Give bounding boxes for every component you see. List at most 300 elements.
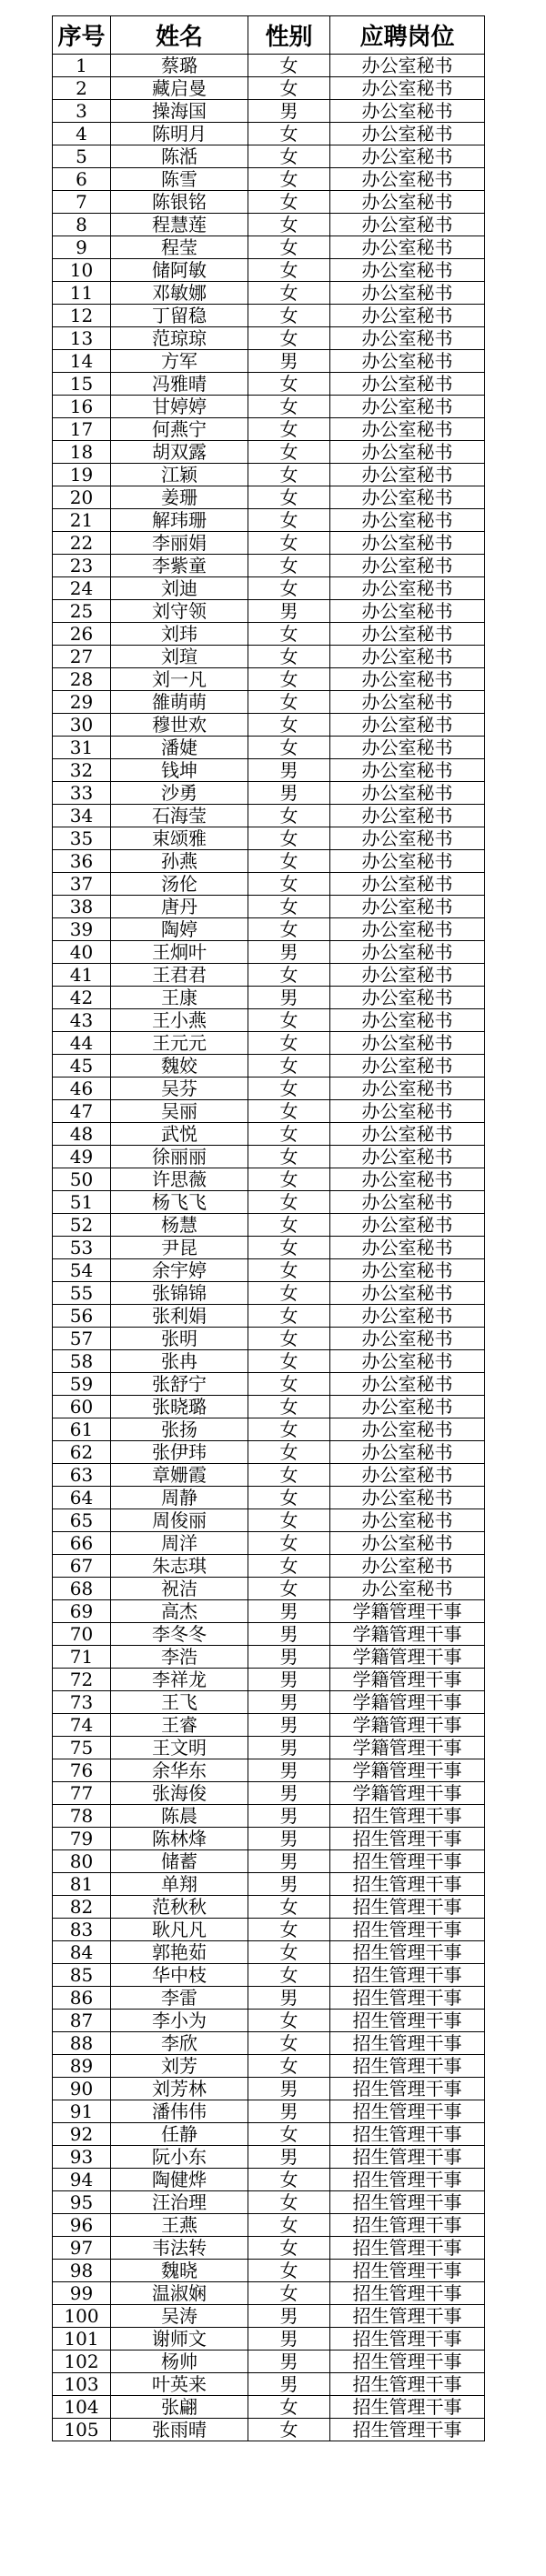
table-row bbox=[53, 782, 485, 805]
cell-number: 26 bbox=[53, 623, 111, 646]
cell-position: 招生管理干事 bbox=[330, 2260, 485, 2282]
cell-number: 71 bbox=[53, 1646, 111, 1669]
cell-gender: 女 bbox=[248, 805, 330, 827]
cell-number: 86 bbox=[53, 1987, 111, 2010]
cell-name: 吴丽 bbox=[111, 1100, 248, 1123]
cell-name: 吴芬 bbox=[111, 1078, 248, 1100]
cell-number: 81 bbox=[53, 1873, 111, 1896]
table-row bbox=[53, 555, 485, 577]
cell-position: 办公室秘书 bbox=[330, 646, 485, 668]
cell-number: 2 bbox=[53, 77, 111, 100]
cell-position: 办公室秘书 bbox=[330, 191, 485, 214]
cell-number: 93 bbox=[53, 2146, 111, 2169]
cell-position: 办公室秘书 bbox=[330, 1259, 485, 1282]
table-row bbox=[53, 259, 485, 282]
cell-position: 办公室秘书 bbox=[330, 1100, 485, 1123]
cell-gender: 女 bbox=[248, 555, 330, 577]
cell-number: 89 bbox=[53, 2055, 111, 2078]
cell-number: 62 bbox=[53, 1441, 111, 1464]
cell-number: 56 bbox=[53, 1305, 111, 1328]
cell-number: 46 bbox=[53, 1078, 111, 1100]
cell-gender: 男 bbox=[248, 1714, 330, 1737]
table-row bbox=[53, 77, 485, 100]
cell-name: 陈雪 bbox=[111, 168, 248, 191]
cell-number: 105 bbox=[53, 2419, 111, 2441]
table-row bbox=[53, 486, 485, 509]
table-row bbox=[53, 1759, 485, 1782]
table-row bbox=[53, 2305, 485, 2328]
cell-number: 51 bbox=[53, 1191, 111, 1214]
cell-position: 办公室秘书 bbox=[330, 1191, 485, 1214]
cell-number: 4 bbox=[53, 123, 111, 145]
table-row bbox=[53, 1396, 485, 1418]
table-row bbox=[53, 1009, 485, 1032]
cell-name: 郭艳茹 bbox=[111, 1941, 248, 1964]
cell-gender: 女 bbox=[248, 1237, 330, 1259]
cell-name: 王小燕 bbox=[111, 1009, 248, 1032]
table-row bbox=[53, 1373, 485, 1396]
cell-number: 68 bbox=[53, 1578, 111, 1600]
cell-position: 办公室秘书 bbox=[330, 577, 485, 600]
cell-position: 办公室秘书 bbox=[330, 759, 485, 782]
table-row bbox=[53, 55, 485, 77]
table-row bbox=[53, 941, 485, 964]
cell-gender: 男 bbox=[248, 1782, 330, 1805]
cell-gender: 女 bbox=[248, 691, 330, 714]
cell-position: 办公室秘书 bbox=[330, 737, 485, 759]
table-row bbox=[53, 350, 485, 373]
header-gender: 性别 bbox=[248, 16, 330, 55]
cell-position: 办公室秘书 bbox=[330, 600, 485, 623]
cell-gender: 男 bbox=[248, 1691, 330, 1714]
cell-position: 办公室秘书 bbox=[330, 259, 485, 282]
cell-number: 58 bbox=[53, 1350, 111, 1373]
cell-gender: 女 bbox=[248, 850, 330, 873]
cell-number: 32 bbox=[53, 759, 111, 782]
cell-number: 15 bbox=[53, 373, 111, 396]
table-row bbox=[53, 737, 485, 759]
cell-gender: 男 bbox=[248, 1828, 330, 1850]
cell-number: 66 bbox=[53, 1532, 111, 1555]
cell-name: 甘婷婷 bbox=[111, 396, 248, 418]
cell-number: 9 bbox=[53, 236, 111, 259]
table-row bbox=[53, 1032, 485, 1055]
cell-name: 谢师文 bbox=[111, 2328, 248, 2350]
cell-number: 52 bbox=[53, 1214, 111, 1237]
table-row bbox=[53, 168, 485, 191]
cell-name: 张晓璐 bbox=[111, 1396, 248, 1418]
cell-number: 19 bbox=[53, 464, 111, 486]
table-row bbox=[53, 1350, 485, 1373]
cell-position: 办公室秘书 bbox=[330, 964, 485, 987]
cell-position: 学籍管理干事 bbox=[330, 1782, 485, 1805]
cell-name: 沙勇 bbox=[111, 782, 248, 805]
cell-gender: 女 bbox=[248, 1941, 330, 1964]
cell-gender: 男 bbox=[248, 1805, 330, 1828]
table-row bbox=[53, 2237, 485, 2260]
cell-number: 59 bbox=[53, 1373, 111, 1396]
cell-name: 储蓄 bbox=[111, 1850, 248, 1873]
table-body bbox=[53, 55, 485, 2441]
cell-number: 44 bbox=[53, 1032, 111, 1055]
cell-gender: 女 bbox=[248, 373, 330, 396]
cell-position: 招生管理干事 bbox=[330, 1964, 485, 1987]
cell-position: 办公室秘书 bbox=[330, 486, 485, 509]
cell-gender: 女 bbox=[248, 236, 330, 259]
table-row bbox=[53, 1305, 485, 1328]
cell-name: 李丽娟 bbox=[111, 532, 248, 555]
cell-name: 杨慧 bbox=[111, 1214, 248, 1237]
cell-gender: 女 bbox=[248, 1328, 330, 1350]
cell-position: 办公室秘书 bbox=[330, 77, 485, 100]
cell-name: 李雷 bbox=[111, 1987, 248, 2010]
cell-number: 64 bbox=[53, 1487, 111, 1509]
cell-number: 67 bbox=[53, 1555, 111, 1578]
cell-position: 办公室秘书 bbox=[330, 350, 485, 373]
cell-gender: 女 bbox=[248, 1896, 330, 1919]
table-row bbox=[53, 145, 485, 168]
cell-gender: 男 bbox=[248, 782, 330, 805]
table-row bbox=[53, 418, 485, 441]
cell-number: 53 bbox=[53, 1237, 111, 1259]
table-row bbox=[53, 2146, 485, 2169]
table-row bbox=[53, 2373, 485, 2396]
cell-name: 李欣 bbox=[111, 2032, 248, 2055]
table-row bbox=[53, 1805, 485, 1828]
cell-position: 办公室秘书 bbox=[330, 532, 485, 555]
cell-number: 1 bbox=[53, 55, 111, 77]
table-row bbox=[53, 1623, 485, 1646]
table-row bbox=[53, 191, 485, 214]
cell-number: 21 bbox=[53, 509, 111, 532]
table-row bbox=[53, 1646, 485, 1669]
table-row bbox=[53, 1691, 485, 1714]
cell-position: 招生管理干事 bbox=[330, 2169, 485, 2191]
cell-name: 杨飞飞 bbox=[111, 1191, 248, 1214]
cell-number: 11 bbox=[53, 282, 111, 305]
cell-number: 69 bbox=[53, 1600, 111, 1623]
table-row bbox=[53, 509, 485, 532]
cell-position: 学籍管理干事 bbox=[330, 1646, 485, 1669]
cell-number: 79 bbox=[53, 1828, 111, 1850]
cell-name: 李紫童 bbox=[111, 555, 248, 577]
table-row bbox=[53, 896, 485, 918]
cell-position: 办公室秘书 bbox=[330, 941, 485, 964]
cell-name: 范秋秋 bbox=[111, 1896, 248, 1919]
cell-name: 李浩 bbox=[111, 1646, 248, 1669]
cell-name: 周俊丽 bbox=[111, 1509, 248, 1532]
cell-name: 蔡璐 bbox=[111, 55, 248, 77]
cell-name: 王元元 bbox=[111, 1032, 248, 1055]
table-row bbox=[53, 2191, 485, 2214]
cell-gender: 女 bbox=[248, 1487, 330, 1509]
cell-name: 刘迪 bbox=[111, 577, 248, 600]
cell-name: 陈明月 bbox=[111, 123, 248, 145]
cell-gender: 女 bbox=[248, 1259, 330, 1282]
cell-position: 招生管理干事 bbox=[330, 2010, 485, 2032]
cell-name: 程慧莲 bbox=[111, 214, 248, 236]
cell-number: 10 bbox=[53, 259, 111, 282]
cell-number: 6 bbox=[53, 168, 111, 191]
cell-gender: 女 bbox=[248, 532, 330, 555]
cell-gender: 男 bbox=[248, 2373, 330, 2396]
cell-gender: 男 bbox=[248, 1600, 330, 1623]
cell-position: 招生管理干事 bbox=[330, 2078, 485, 2100]
cell-position: 办公室秘书 bbox=[330, 873, 485, 896]
cell-number: 83 bbox=[53, 1919, 111, 1941]
cell-gender: 男 bbox=[248, 1646, 330, 1669]
cell-gender: 女 bbox=[248, 873, 330, 896]
cell-gender: 男 bbox=[248, 350, 330, 373]
cell-position: 招生管理干事 bbox=[330, 1873, 485, 1896]
cell-position: 招生管理干事 bbox=[330, 1850, 485, 1873]
cell-name: 潘婕 bbox=[111, 737, 248, 759]
cell-position: 办公室秘书 bbox=[330, 1373, 485, 1396]
cell-number: 55 bbox=[53, 1282, 111, 1305]
table-row bbox=[53, 1328, 485, 1350]
cell-number: 42 bbox=[53, 987, 111, 1009]
cell-position: 招生管理干事 bbox=[330, 2032, 485, 2055]
cell-position: 办公室秘书 bbox=[330, 1123, 485, 1146]
cell-name: 束颂雅 bbox=[111, 827, 248, 850]
table-row bbox=[53, 1146, 485, 1168]
cell-name: 周洋 bbox=[111, 1532, 248, 1555]
cell-name: 王炯叶 bbox=[111, 941, 248, 964]
cell-position: 办公室秘书 bbox=[330, 1146, 485, 1168]
cell-number: 54 bbox=[53, 1259, 111, 1282]
cell-gender: 女 bbox=[248, 1146, 330, 1168]
cell-name: 冯雅晴 bbox=[111, 373, 248, 396]
table-row bbox=[53, 2100, 485, 2123]
cell-name: 华中枝 bbox=[111, 1964, 248, 1987]
cell-gender: 女 bbox=[248, 668, 330, 691]
cell-position: 招生管理干事 bbox=[330, 2214, 485, 2237]
table-row bbox=[53, 623, 485, 646]
cell-gender: 女 bbox=[248, 2282, 330, 2305]
cell-gender: 女 bbox=[248, 168, 330, 191]
cell-gender: 女 bbox=[248, 259, 330, 282]
cell-number: 77 bbox=[53, 1782, 111, 1805]
cell-number: 90 bbox=[53, 2078, 111, 2100]
cell-position: 办公室秘书 bbox=[330, 168, 485, 191]
cell-position: 办公室秘书 bbox=[330, 805, 485, 827]
cell-gender: 男 bbox=[248, 2100, 330, 2123]
cell-position: 办公室秘书 bbox=[330, 691, 485, 714]
cell-number: 40 bbox=[53, 941, 111, 964]
cell-gender: 女 bbox=[248, 1441, 330, 1464]
cell-position: 招生管理干事 bbox=[330, 2146, 485, 2169]
cell-number: 45 bbox=[53, 1055, 111, 1078]
table-row bbox=[53, 305, 485, 327]
cell-name: 姜珊 bbox=[111, 486, 248, 509]
table-row bbox=[53, 236, 485, 259]
table-row bbox=[53, 1237, 485, 1259]
cell-gender: 女 bbox=[248, 2419, 330, 2441]
cell-gender: 男 bbox=[248, 1669, 330, 1691]
table-row bbox=[53, 827, 485, 850]
cell-position: 办公室秘书 bbox=[330, 1532, 485, 1555]
cell-name: 李祥龙 bbox=[111, 1669, 248, 1691]
cell-number: 104 bbox=[53, 2396, 111, 2419]
cell-position: 办公室秘书 bbox=[330, 464, 485, 486]
cell-name: 徐丽丽 bbox=[111, 1146, 248, 1168]
cell-gender: 女 bbox=[248, 486, 330, 509]
cell-position: 学籍管理干事 bbox=[330, 1737, 485, 1759]
cell-name: 钱坤 bbox=[111, 759, 248, 782]
table-row bbox=[53, 123, 485, 145]
cell-name: 王睿 bbox=[111, 1714, 248, 1737]
cell-name: 汤伦 bbox=[111, 873, 248, 896]
cell-position: 办公室秘书 bbox=[330, 1464, 485, 1487]
cell-name: 余宇婷 bbox=[111, 1259, 248, 1282]
cell-name: 王燕 bbox=[111, 2214, 248, 2237]
cell-position: 办公室秘书 bbox=[330, 1578, 485, 1600]
cell-name: 刘瑄 bbox=[111, 646, 248, 668]
cell-gender: 女 bbox=[248, 145, 330, 168]
cell-number: 72 bbox=[53, 1669, 111, 1691]
cell-gender: 男 bbox=[248, 2146, 330, 2169]
cell-gender: 女 bbox=[248, 418, 330, 441]
table-row bbox=[53, 1737, 485, 1759]
cell-number: 35 bbox=[53, 827, 111, 850]
table-row bbox=[53, 2396, 485, 2419]
cell-gender: 女 bbox=[248, 1532, 330, 1555]
table-row bbox=[53, 2260, 485, 2282]
cell-number: 29 bbox=[53, 691, 111, 714]
cell-number: 8 bbox=[53, 214, 111, 236]
table-row bbox=[53, 850, 485, 873]
cell-position: 学籍管理干事 bbox=[330, 1600, 485, 1623]
cell-name: 王君君 bbox=[111, 964, 248, 987]
cell-position: 办公室秘书 bbox=[330, 987, 485, 1009]
table-row bbox=[53, 646, 485, 668]
cell-name: 周静 bbox=[111, 1487, 248, 1509]
cell-name: 张翩 bbox=[111, 2396, 248, 2419]
cell-gender: 男 bbox=[248, 941, 330, 964]
cell-number: 57 bbox=[53, 1328, 111, 1350]
cell-number: 23 bbox=[53, 555, 111, 577]
cell-number: 5 bbox=[53, 145, 111, 168]
cell-number: 18 bbox=[53, 441, 111, 464]
cell-gender: 女 bbox=[248, 2237, 330, 2260]
cell-number: 30 bbox=[53, 714, 111, 737]
cell-number: 41 bbox=[53, 964, 111, 987]
cell-gender: 女 bbox=[248, 441, 330, 464]
cell-position: 招生管理干事 bbox=[330, 1828, 485, 1850]
cell-position: 办公室秘书 bbox=[330, 123, 485, 145]
cell-number: 87 bbox=[53, 2010, 111, 2032]
cell-gender: 女 bbox=[248, 509, 330, 532]
cell-name: 张海俊 bbox=[111, 1782, 248, 1805]
cell-name: 解玮珊 bbox=[111, 509, 248, 532]
table-row bbox=[53, 600, 485, 623]
cell-position: 办公室秘书 bbox=[330, 236, 485, 259]
table-row bbox=[53, 373, 485, 396]
cell-name: 耿凡凡 bbox=[111, 1919, 248, 1941]
cell-gender: 男 bbox=[248, 1850, 330, 1873]
header-name: 姓名 bbox=[111, 16, 248, 55]
cell-gender: 女 bbox=[248, 396, 330, 418]
cell-position: 办公室秘书 bbox=[330, 100, 485, 123]
cell-gender: 男 bbox=[248, 1759, 330, 1782]
cell-name: 操海国 bbox=[111, 100, 248, 123]
cell-position: 办公室秘书 bbox=[330, 418, 485, 441]
cell-name: 孙燕 bbox=[111, 850, 248, 873]
cell-gender: 女 bbox=[248, 1919, 330, 1941]
cell-name: 潘伟伟 bbox=[111, 2100, 248, 2123]
cell-position: 办公室秘书 bbox=[330, 327, 485, 350]
cell-number: 34 bbox=[53, 805, 111, 827]
cell-number: 27 bbox=[53, 646, 111, 668]
cell-number: 91 bbox=[53, 2100, 111, 2123]
table-row bbox=[53, 1850, 485, 1873]
cell-gender: 女 bbox=[248, 1578, 330, 1600]
table-row bbox=[53, 1055, 485, 1078]
cell-position: 招生管理干事 bbox=[330, 1941, 485, 1964]
cell-position: 办公室秘书 bbox=[330, 896, 485, 918]
cell-name: 张冉 bbox=[111, 1350, 248, 1373]
cell-position: 办公室秘书 bbox=[330, 145, 485, 168]
cell-number: 82 bbox=[53, 1896, 111, 1919]
cell-name: 余华东 bbox=[111, 1759, 248, 1782]
cell-number: 3 bbox=[53, 100, 111, 123]
cell-gender: 女 bbox=[248, 964, 330, 987]
cell-name: 范琼琼 bbox=[111, 327, 248, 350]
cell-position: 招生管理干事 bbox=[330, 2350, 485, 2373]
cell-gender: 男 bbox=[248, 100, 330, 123]
cell-position: 办公室秘书 bbox=[330, 305, 485, 327]
cell-position: 办公室秘书 bbox=[330, 668, 485, 691]
cell-name: 邓敏娜 bbox=[111, 282, 248, 305]
cell-gender: 女 bbox=[248, 896, 330, 918]
cell-gender: 男 bbox=[248, 600, 330, 623]
cell-gender: 女 bbox=[248, 577, 330, 600]
cell-gender: 女 bbox=[248, 123, 330, 145]
cell-position: 招生管理干事 bbox=[330, 2100, 485, 2123]
table-row bbox=[53, 2078, 485, 2100]
cell-number: 103 bbox=[53, 2373, 111, 2396]
cell-name: 张利娟 bbox=[111, 1305, 248, 1328]
cell-number: 98 bbox=[53, 2260, 111, 2282]
cell-number: 31 bbox=[53, 737, 111, 759]
cell-number: 7 bbox=[53, 191, 111, 214]
table-row bbox=[53, 2032, 485, 2055]
cell-position: 办公室秘书 bbox=[330, 827, 485, 850]
table-row bbox=[53, 464, 485, 486]
cell-number: 74 bbox=[53, 1714, 111, 1737]
cell-gender: 女 bbox=[248, 1373, 330, 1396]
table-row bbox=[53, 1259, 485, 1282]
cell-position: 办公室秘书 bbox=[330, 55, 485, 77]
cell-name: 王康 bbox=[111, 987, 248, 1009]
cell-gender: 女 bbox=[248, 1396, 330, 1418]
cell-number: 49 bbox=[53, 1146, 111, 1168]
table-row bbox=[53, 1418, 485, 1441]
cell-name: 刘芳 bbox=[111, 2055, 248, 2078]
cell-gender: 女 bbox=[248, 714, 330, 737]
cell-gender: 女 bbox=[248, 1168, 330, 1191]
cell-gender: 女 bbox=[248, 2396, 330, 2419]
cell-name: 刘芳林 bbox=[111, 2078, 248, 2100]
cell-gender: 女 bbox=[248, 2260, 330, 2282]
cell-gender: 男 bbox=[248, 1987, 330, 2010]
cell-number: 48 bbox=[53, 1123, 111, 1146]
cell-number: 73 bbox=[53, 1691, 111, 1714]
cell-number: 22 bbox=[53, 532, 111, 555]
table-row bbox=[53, 2214, 485, 2237]
cell-position: 办公室秘书 bbox=[330, 1032, 485, 1055]
cell-name: 藏启曼 bbox=[111, 77, 248, 100]
